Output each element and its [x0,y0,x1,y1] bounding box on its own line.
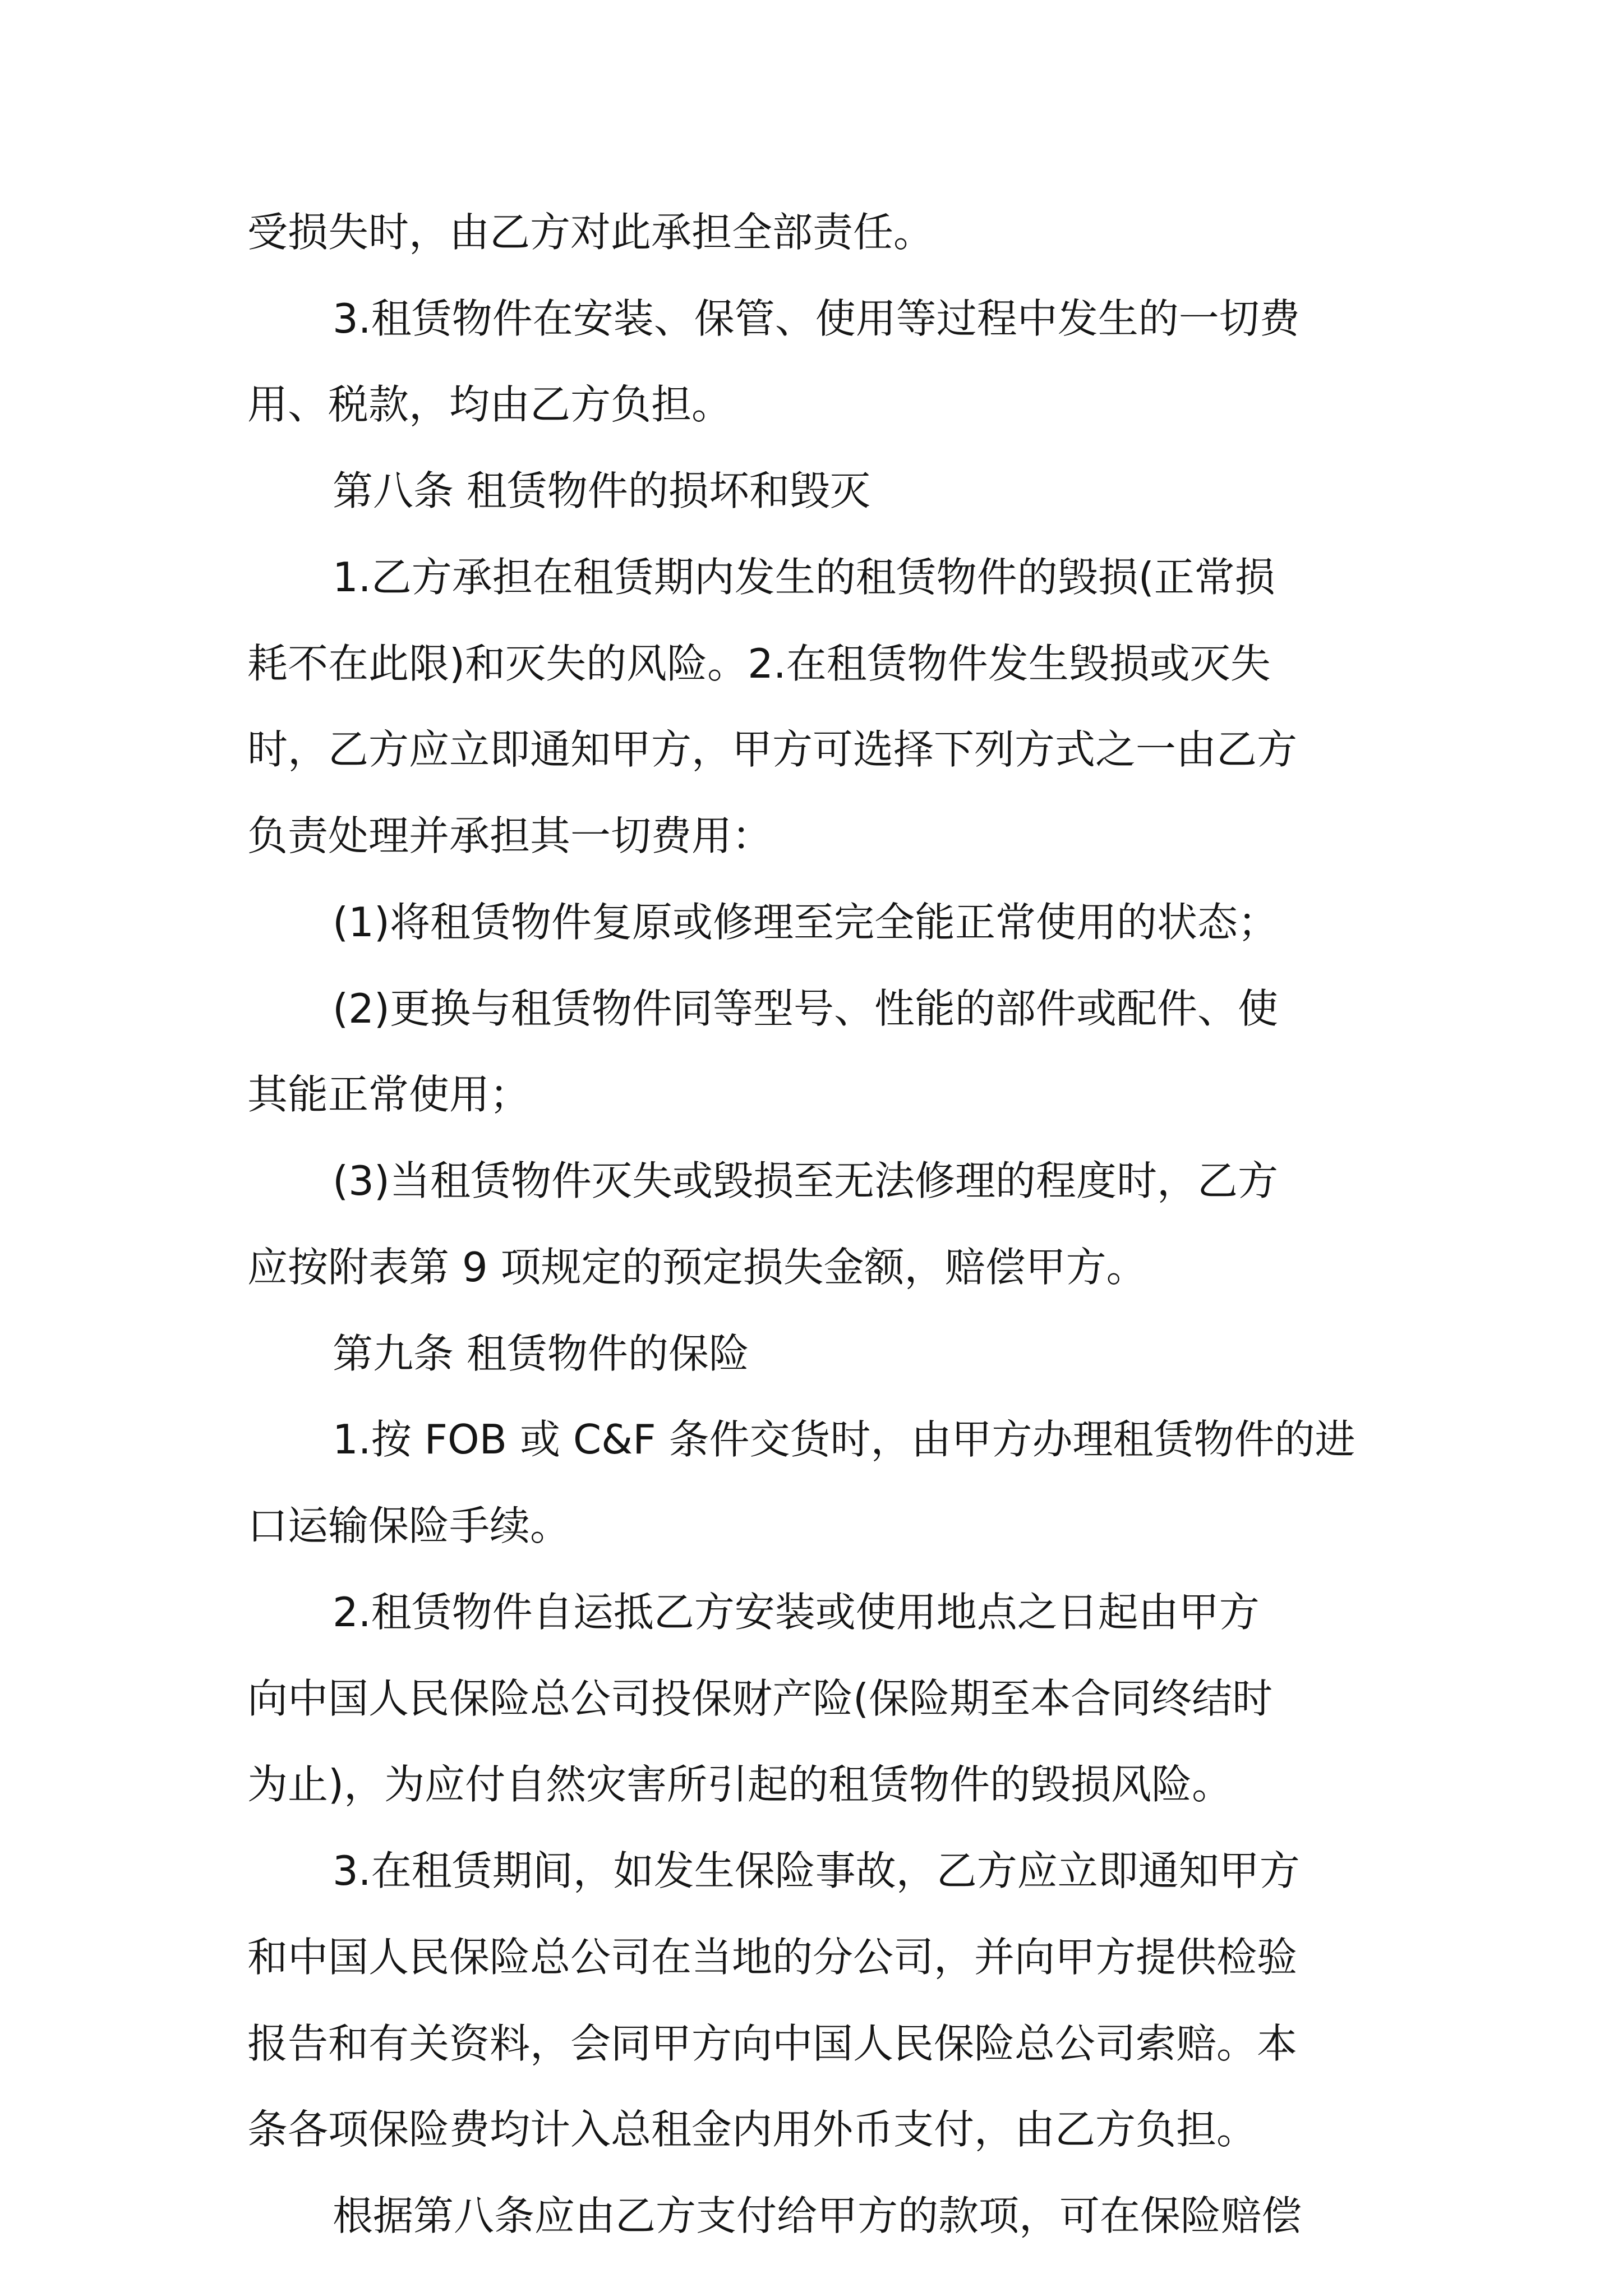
text-line: 报告和有关资料，会同甲方向中国人民保险总公司索赔。本 [247,2020,1298,2067]
text-line: 和中国人民保险总公司在当地的分公司，并向甲方提供检验 [247,1934,1298,1981]
text-line: 1.按 FOB 或 C&F 条件交货时，由甲方办理租赁物件的进 [333,1416,1355,1463]
text-line: (1)将租赁物件复原或修理至完全能正常使用的状态； [333,899,1278,946]
text-line: 3.在租赁期间，如发生保险事故，乙方应立即通知甲方 [333,1847,1300,1894]
text-line: 3.租赁物件在安装、保管、使用等过程中发生的一切费 [333,295,1300,342]
text-line: 时，乙方应立即通知甲方，甲方可选择下列方式之一由乙方 [247,726,1298,773]
text-line: 根据第八条应由乙方支付给甲方的款项，可在保险赔偿 [333,2192,1302,2239]
text-line: 耗不在此限)和灭失的风险。2.在租赁物件发生毁损或灭失 [247,640,1271,687]
text-line: 应按附表第 9 项规定的预定损失金额，赔偿甲方。 [247,1244,1147,1291]
text-line: 为止)，为应付自然灾害所引起的租赁物件的毁损风险。 [247,1761,1233,1808]
text-line: 其能正常使用； [247,1071,531,1118]
section-heading: 第八条 租赁物件的损坏和毁灭 [333,467,870,514]
text-line: 用、税款，均由乙方负担。 [247,381,732,428]
text-line: (2)更换与租赁物件同等型号、性能的部件或配件、使 [333,985,1278,1032]
text-line: 负责处理并承担其一切费用： [247,812,773,859]
text-line: 条各项保险费均计入总租金内用外币支付，由乙方负担。 [247,2106,1257,2153]
text-line: 2.租赁物件自运抵乙方安装或使用地点之日起由甲方 [333,1589,1260,1636]
section-heading: 第九条 租赁物件的保险 [333,1330,749,1377]
text-line: 口运输保险手续。 [247,1502,571,1549]
text-line: 向中国人民保险总公司投保财产险(保险期至本合同终结时 [247,1675,1273,1722]
text-line: 受损失时，由乙方对此承担全部责任。 [247,209,934,256]
text-line: (3)当租赁物件灭失或毁损至无法修理的程度时，乙方 [333,1157,1278,1204]
text-line: 1.乙方承担在租赁期内发生的租赁物件的毁损(正常损 [333,554,1275,601]
